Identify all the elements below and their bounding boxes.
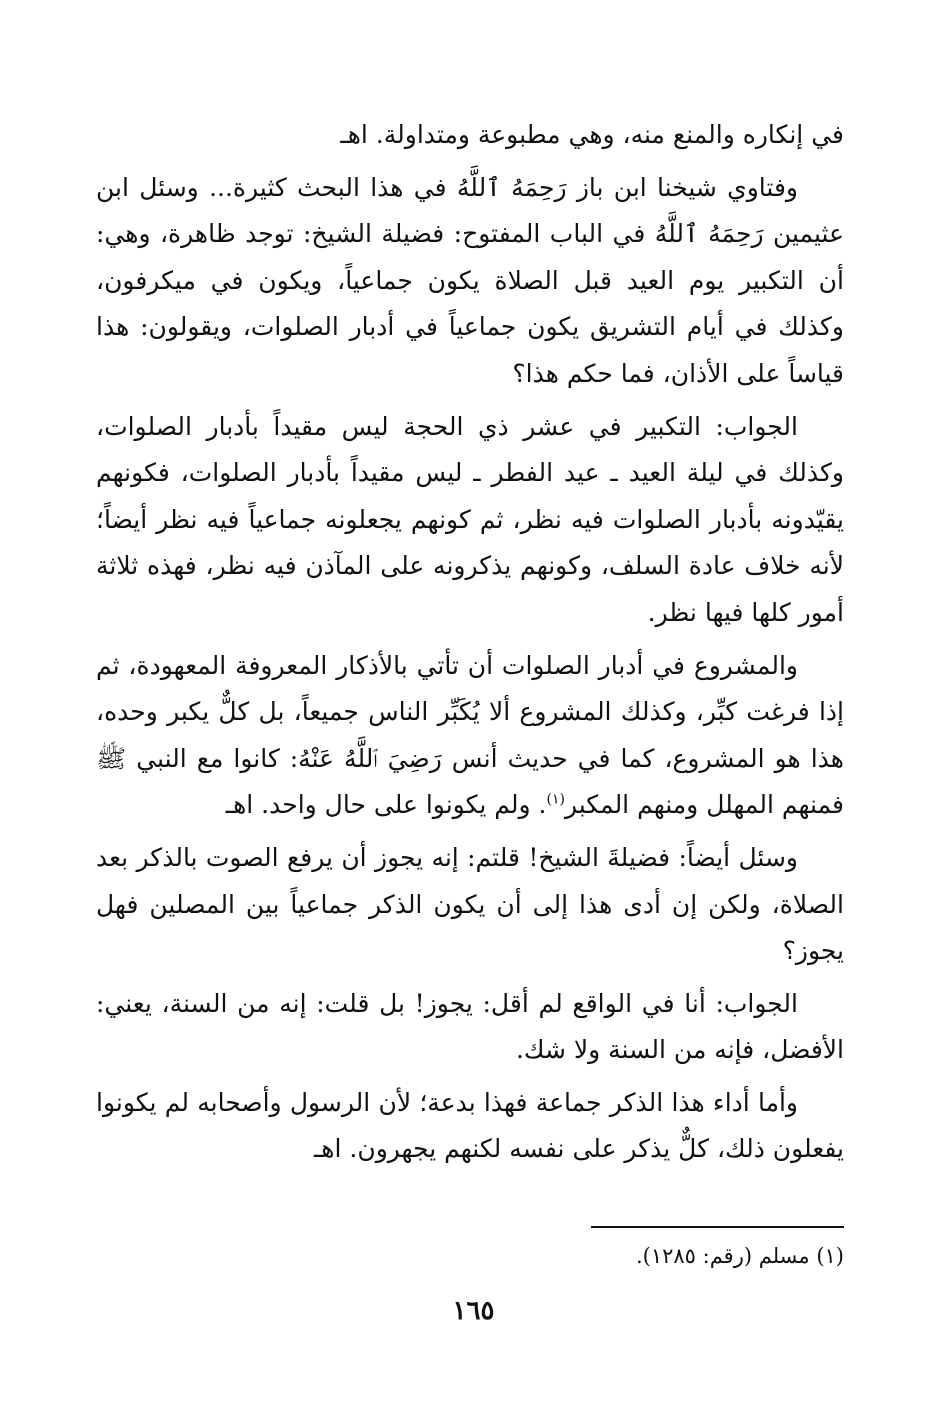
paragraph: وأما أداء هذا الذكر جماعة فهذا بدعة؛ لأن الرسول وأصحابه لم يكونوا يفعلون ذلك، كلٌّ يذكر على نفسه لكنهم يجهرون. اهـ <box>96 1087 844 1164</box>
footnote: (١) مسلم (رقم: ١٢٨٥). <box>635 1244 844 1268</box>
paragraph-text: والمشروع في أدبار الصلوات أن تأتي بالأذكار المعروفة المعهودة، ثم إذا فرغت كبِّر، وكذلك المشروع ألا يُكَبِّر الناس جميعاً، بل كلٌّ يكبر وحده، هذا هو المشروع، كما في حديث أنس رَضِيَ ٱللَّهُ عَنْهُ: كانوا مع النبي ﷺ فمنهم المهلل ومنهم المكبر <box>96 650 844 820</box>
page-body <box>96 112 844 1179</box>
paragraph <box>96 643 844 829</box>
footnote-reference: (١) <box>546 791 565 808</box>
paragraph: الجواب: التكبير في عشر ذي الحجة ليس مقيداً بأدبار الصلوات، وكذلك في ليلة العيد ـ عيد الفطر ـ ليس مقيداً بأدبار الصلوات، فكونهم يقيّدونه بأدبار الصلوات فيه نظر، ثم كونهم يجعلونه جماعياً فيه نظر أيضاً؛ لأنه خلاف عادة السلف، وكونهم يذكرونه على المآذن فيه نظر، فهذه ثلاثة أمور كلها فيها نظر. <box>96 411 844 627</box>
footnote-divider <box>591 1226 844 1228</box>
paragraph: في إنكاره والمنع منه، وهي مطبوعة ومتداولة. اهـ <box>340 120 844 149</box>
paragraph: وسئل أيضاً: فضيلةَ الشيخ! قلتم: إنه يجوز أن يرفع الصوت بالذكر بعد الصلاة، ولكن إن أدى هذا إلى أن يكون الذكر جماعياً بين المصلين فهل يجوز؟ <box>96 842 844 966</box>
paragraph-text: . ولم يكونوا على حال واحد. اهـ <box>225 790 547 820</box>
paragraph: وفتاوي شيخنا ابن باز رَحِمَهُ ٱللَّهُ في هذا البحث كثيرة... وسئل ابن عثيمين رَحِمَهُ ٱللَّهُ في الباب المفتوح: فضيلة الشيخ: توجد ظاهرة، وهي: أن التكبير يوم العيد قبل الصلاة يكون جماعياً، ويكون في ميكرفون، وكذلك في أيام التشريق يكون جماعياً في أدبار الصلوات، ويقولون: هذا قياساً على الأذان، فما حكم هذا؟ <box>96 172 844 388</box>
paragraph: الجواب: أنا في الواقع لم أقل: يجوز! بل قلت: إنه من السنة، يعني: الأفضل، فإنه من السنة ولا شك. <box>96 988 844 1065</box>
page-number: ١٦٥ <box>452 1296 495 1326</box>
